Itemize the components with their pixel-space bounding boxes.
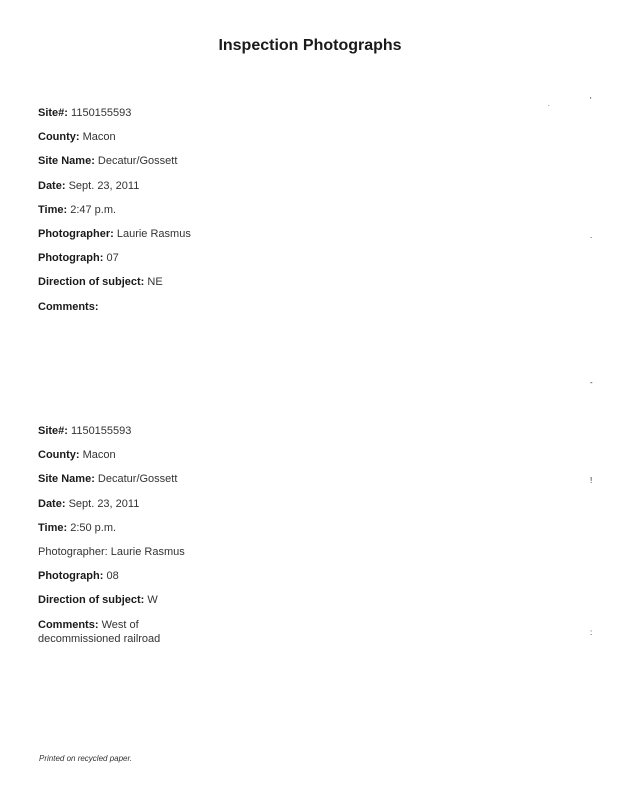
site-number-label: Site#:	[38, 425, 68, 437]
time-value: 2:47 p.m.	[70, 203, 117, 216]
scan-speck: .	[548, 102, 550, 108]
photograph-value: 08	[106, 570, 119, 583]
site-name-row	[38, 472, 208, 496]
photographer-label: Photographer:	[38, 227, 114, 240]
time-label: Time:	[38, 203, 68, 216]
time-row	[38, 203, 278, 227]
time-value: 2:50 p.m.	[70, 521, 117, 534]
scan-speck: '	[590, 96, 592, 105]
scan-speck: !	[590, 476, 593, 485]
site-name-value: Decatur/Gossett	[97, 473, 178, 486]
county-row	[38, 448, 208, 472]
photographer-row	[38, 227, 278, 251]
date-row	[38, 497, 208, 521]
scan-speck: :	[590, 628, 593, 637]
photographer-value: Laurie Rasmus	[116, 227, 191, 240]
direction-value: W	[147, 594, 158, 607]
page-title: Inspection Photographs	[218, 37, 402, 54]
direction-value: NE	[147, 276, 163, 289]
date-label: Date:	[38, 497, 66, 510]
time-row	[38, 521, 208, 545]
county-value: Macon	[82, 131, 116, 144]
photo-record-1	[38, 106, 278, 314]
site-number-label: Site#:	[38, 107, 68, 119]
photograph-row	[38, 251, 278, 275]
comments-row	[38, 618, 208, 646]
photo-record-2	[38, 424, 208, 646]
county-value: Macon	[82, 449, 116, 462]
date-value: Sept. 23, 2011	[68, 179, 140, 192]
photograph-label: Photograph:	[38, 570, 104, 583]
date-value: Sept. 23, 2011	[68, 497, 140, 510]
site-number-value: 1150155593	[71, 425, 132, 437]
county-label: County:	[38, 131, 80, 144]
comments-label: Comments:	[38, 300, 99, 313]
photographer-label: Photographer:	[38, 545, 108, 558]
site-number-row	[38, 424, 208, 448]
site-name-label: Site Name:	[38, 155, 95, 168]
time-label: Time:	[38, 521, 68, 534]
date-label: Date:	[38, 179, 66, 192]
direction-row	[38, 593, 208, 617]
photograph-row	[38, 569, 208, 593]
direction-label: Direction of subject:	[38, 276, 145, 289]
county-label: County:	[38, 449, 80, 462]
date-row	[38, 179, 278, 203]
scan-speck: -	[590, 378, 593, 387]
site-name-row	[38, 154, 278, 178]
direction-row	[38, 275, 278, 299]
photograph-label: Photograph:	[38, 252, 104, 265]
comments-label: Comments:	[38, 618, 99, 631]
site-number-row	[38, 106, 278, 130]
comments-value: West of decommissioned railroad	[38, 618, 161, 645]
direction-label: Direction of subject:	[38, 594, 145, 607]
site-name-value: Decatur/Gossett	[97, 155, 178, 168]
photographer-value: Laurie Rasmus	[110, 545, 185, 558]
photographer-row	[38, 545, 208, 569]
site-number-value: 1150155593	[71, 107, 132, 119]
photograph-value: 07	[106, 252, 119, 265]
scan-speck: .	[590, 231, 593, 240]
footer-note: Printed on recycled paper.	[39, 754, 133, 763]
county-row	[38, 130, 278, 154]
site-name-label: Site Name:	[38, 473, 95, 486]
comments-row	[38, 300, 278, 314]
